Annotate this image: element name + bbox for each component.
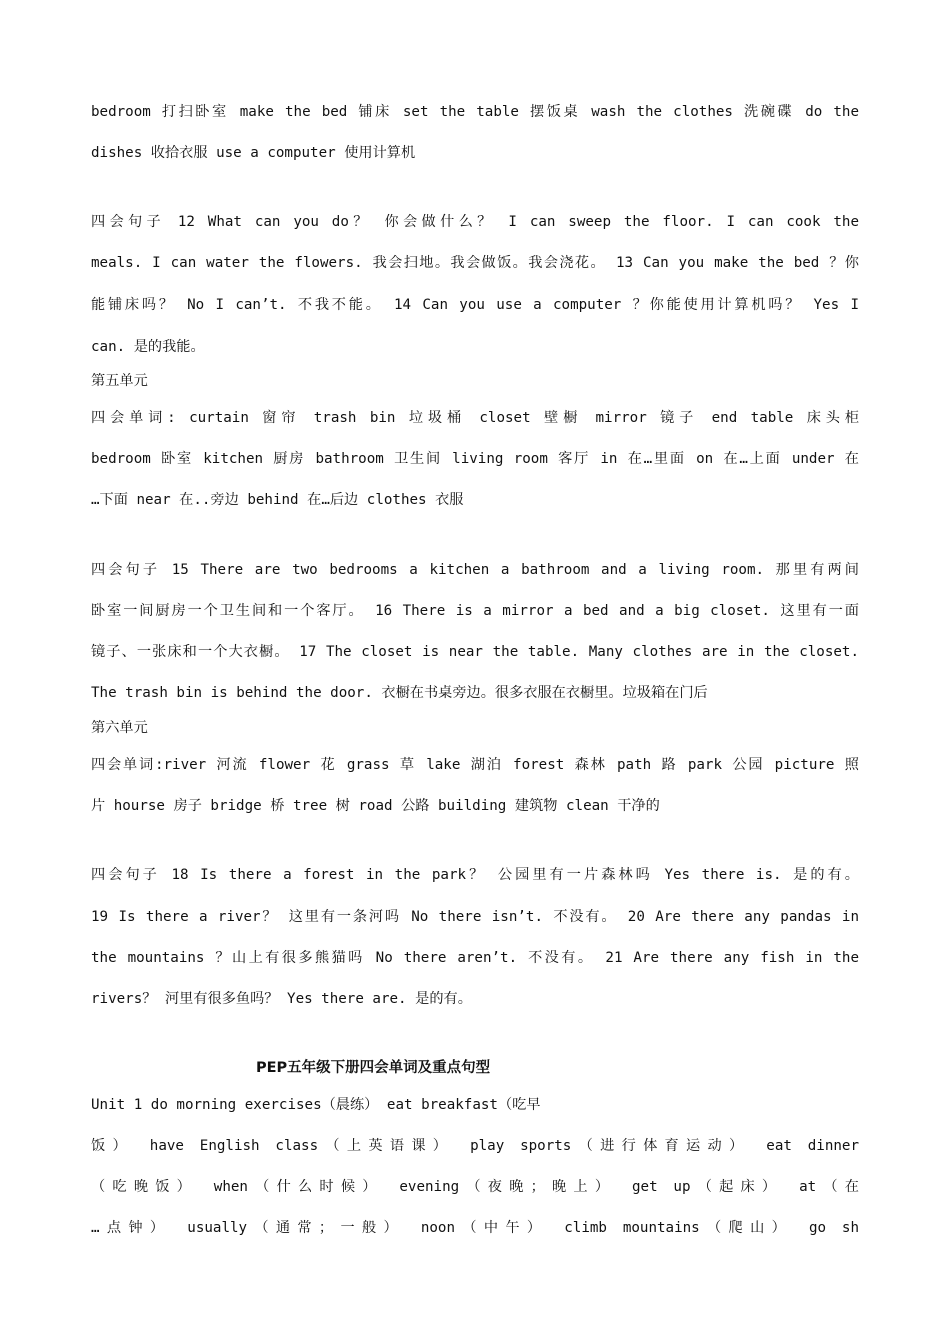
unit5-words-line-1: 四会单词: curtain 窗帘 trash bin 垃圾桶 closet 壁橱 mirror 镜子 end table 床头柜: [91, 410, 859, 426]
pep-section-title: PEP五年级下册四会单词及重点句型: [256, 1060, 491, 1076]
pep-line-2: 饭） have English class（上英语课） play sports（进行体育运动） eat dinner: [91, 1138, 859, 1154]
pep-line-1: Unit 1 do morning exercises（晨练） eat breakfast（吃早: [91, 1097, 541, 1113]
pep-line-3: （吃晚饭） when（什么时候） evening（夜晚；晚上） get up（起床） at（在: [91, 1179, 859, 1195]
unit4-sentences-line-4: can. 是的我能。: [91, 339, 205, 355]
unit6-words-line-2: 片 hourse 房子 bridge 桥 tree 树 road 公路 building 建筑物 clean 干净的: [91, 798, 660, 814]
unit5-sentences-line-2: 卧室一间厨房一个卫生间和一个客厅。 16 There is a mirror a bed and a big closet. 这里有一面: [91, 603, 859, 619]
unit4-sentences-line-2: meals. I can water the flowers. 我会扫地。我会做饭。我会浇花。 13 Can you make the bed ？你: [91, 255, 859, 271]
unit5-sentences-line-1: 四会句子 15 There are two bedrooms a kitchen a bathroom and a living room. 那里有两间: [91, 562, 859, 578]
unit4-words-line-1: bedroom 打扫卧室 make the bed 铺床 set the table 摆饭桌 wash the clothes 洗碗碟 do the: [91, 104, 859, 120]
unit6-sentences-line-4: rivers？ 河里有很多鱼吗？ Yes there are. 是的有。: [91, 991, 472, 1007]
unit5-words-line-3: …下面 near 在..旁边 behind 在…后边 clothes 衣服: [91, 492, 464, 508]
unit6-sentences-line-1: 四会句子 18 Is there a forest in the park？ 公园里有一片森林吗 Yes there is. 是的有。: [91, 867, 859, 883]
unit6-words-line-1: 四会单词:river 河流 flower 花 grass 草 lake 湖泊 forest 森林 path 路 park 公园 picture 照: [91, 757, 859, 773]
unit5-words-line-2: bedroom 卧室 kitchen 厨房 bathroom 卫生间 living room 客厅 in 在…里面 on 在…上面 under 在: [91, 451, 859, 467]
unit4-sentences-line-1: 四会句子 12 What can you do？ 你会做什么？ I can sweep the floor. I can cook the: [91, 214, 859, 230]
unit6-sentences-line-3: the mountains ？山上有很多熊猫吗 No there aren’t. 不没有。 21 Are there any fish in the: [91, 950, 859, 966]
unit6-sentences-line-2: 19 Is there a river？ 这里有一条河吗 No there isn’t. 不没有。 20 Are there any pandas in: [91, 909, 859, 925]
unit6-heading: 第六单元: [91, 720, 148, 736]
unit5-heading: 第五单元: [91, 373, 148, 389]
pep-line-4: …点钟） usually（通常；一般） noon（中午） climb mountains（爬山） go sh: [91, 1220, 859, 1236]
unit4-words-line-2: dishes 收拾衣服 use a computer 使用计算机: [91, 145, 416, 161]
unit5-sentences-line-3: 镜子、一张床和一个大衣橱。 17 The closet is near the table. Many clothes are in the closet.: [91, 644, 859, 660]
unit4-sentences-line-3: 能铺床吗？ No I can’t. 不我不能。 14 Can you use a computer ？你能使用计算机吗？ Yes I: [91, 297, 859, 313]
unit5-sentences-line-4: The trash bin is behind the door. 衣橱在书桌旁边。很多衣服在衣橱里。垃圾箱在门后: [91, 685, 708, 701]
